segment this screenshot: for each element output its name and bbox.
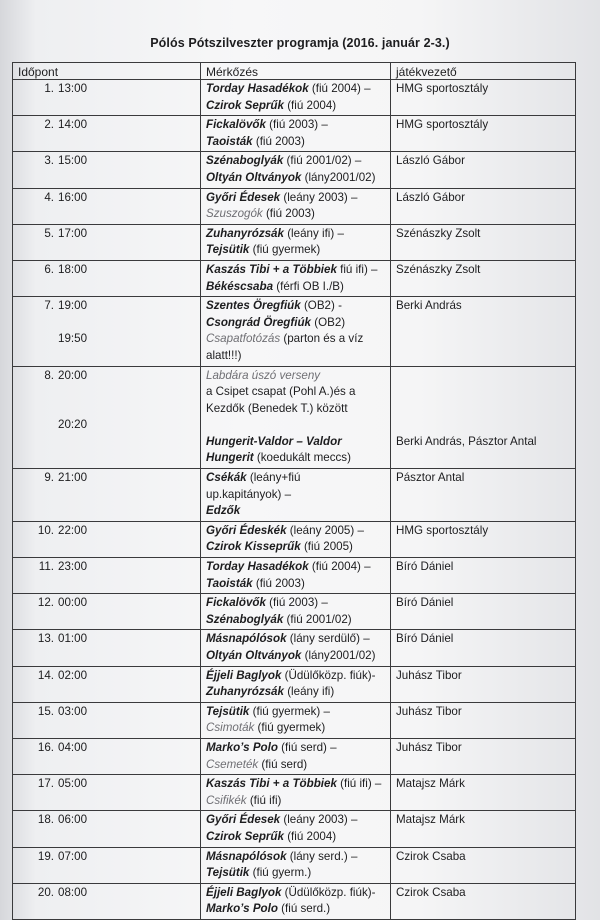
team-b-detail: (leány ifi) — [283, 685, 335, 699]
team-b-detail: (fiú ifi) — [246, 793, 282, 807]
referee-cell: Juhász Tibor — [391, 666, 576, 702]
referee-cell: Juhász Tibor — [391, 702, 576, 738]
team-b-detail: (fiú 2004) — [283, 98, 337, 112]
match-cell — [201, 594, 391, 630]
match-cell — [201, 469, 391, 522]
match-cell — [201, 260, 391, 296]
row-time: 05:00 — [58, 777, 88, 791]
referee-cell: Pásztor Antal — [391, 469, 576, 522]
match-cell — [201, 188, 391, 224]
referee-cell: Juhász Tibor — [391, 738, 576, 774]
team-a-detail: (Üdülőközp. fiúk)- — [281, 885, 376, 899]
match-cell — [201, 811, 391, 847]
event-detail: (parton és a víz — [280, 332, 364, 346]
team-b-detail: (OB2) — [311, 315, 346, 329]
table-row — [13, 738, 576, 774]
team-a: Másnapólósok — [206, 849, 287, 863]
row-time: 08:00 — [58, 885, 88, 899]
team-b-detail: (fiú 2003) — [262, 207, 315, 221]
table-row — [13, 80, 576, 116]
header-time: Időpont — [13, 63, 201, 80]
row-number: 8. — [44, 368, 54, 382]
time-cell — [13, 260, 201, 296]
team-b: Hungerit — [206, 451, 254, 465]
table-row — [13, 188, 576, 224]
team-a: Fickalövők — [206, 596, 266, 610]
row-number: 10. — [37, 523, 54, 537]
team-a: Győri Édesek — [206, 190, 281, 204]
row-number: 5. — [44, 226, 54, 240]
team-a-detail: (leány 2003) – — [280, 813, 358, 827]
row-number: 13. — [37, 632, 54, 646]
team-a: Éjjeli Baglyok — [206, 885, 282, 899]
row-number: 11. — [38, 560, 54, 574]
team-a-detail: (OB2) - — [300, 299, 342, 313]
header-row — [13, 63, 576, 80]
team-b: Csimoták — [206, 721, 255, 735]
team-b-detail: (fiú 2003) — [252, 576, 305, 590]
match-cell — [201, 702, 391, 738]
team-b: Czirok Kisseprűk — [206, 540, 301, 554]
team-a-detail: (fiú serd) – — [277, 740, 337, 754]
referee-cell: Bíró Dániel — [391, 558, 576, 594]
team-a: Kaszás Tibi + a Többiek — [206, 262, 337, 276]
team-a: Zuhanyrózsák — [206, 226, 284, 240]
team-b: Marko’s Polo — [206, 902, 278, 916]
match-cell — [201, 775, 391, 811]
team-b: Tejsütik — [206, 866, 250, 880]
row-number: 15. — [37, 704, 54, 718]
match-cell — [201, 558, 391, 594]
referee-cell — [391, 366, 576, 469]
team-b: Szénaboglyák — [206, 612, 284, 626]
table-row — [13, 469, 576, 522]
match-cell — [201, 297, 391, 366]
referee-name: Berki András, Pásztor Antal — [396, 434, 537, 448]
event-name: Labdára úszó verseny — [206, 368, 321, 382]
page-title: Pólós Pótszilveszter programja (2016. január 2-3.) — [150, 36, 450, 50]
row-time: 19:00 — [58, 299, 88, 313]
team-a: Szénaboglyák — [206, 154, 284, 168]
match-cell — [201, 152, 391, 188]
time-cell — [13, 558, 201, 594]
match-cell — [201, 738, 391, 774]
row-number: 4. — [44, 190, 54, 204]
team-b-detail: (fiú gyerm.) — [249, 866, 312, 880]
table-row — [13, 521, 576, 557]
referee-cell: László Gábor — [391, 188, 576, 224]
table-row — [13, 116, 576, 152]
time-cell — [13, 847, 201, 883]
row-number: 16. — [37, 740, 54, 754]
referee-cell: Matajsz Márk — [391, 811, 576, 847]
row-time: 17:00 — [58, 226, 88, 240]
referee-cell: László Gábor — [391, 152, 576, 188]
team-a-detail: (fiú 2004) – — [308, 82, 371, 95]
time-cell — [13, 666, 201, 702]
header-referee: játékvezető — [391, 63, 576, 80]
team-b: Szuszogók — [206, 207, 263, 221]
table-row — [13, 630, 576, 666]
team-a-detail: (fiú ifi) – — [336, 777, 382, 791]
row-time: 04:00 — [58, 740, 88, 754]
match-cell — [201, 224, 391, 260]
team-a-detail: (lány serdülő) – — [286, 632, 370, 646]
time-cell — [13, 630, 201, 666]
match-cell — [201, 883, 391, 919]
team-b: Taoisták — [206, 134, 253, 148]
team-b: Tejsütik — [206, 243, 250, 257]
match-cell — [201, 366, 391, 469]
team-a: Csékák — [206, 471, 247, 485]
team-b-detail: (fiú serd.) — [277, 902, 331, 916]
referee-cell: Matajsz Márk — [391, 775, 576, 811]
table-row — [13, 297, 576, 366]
team-a: Torday Hasadékok — [206, 82, 309, 95]
row-time: 00:00 — [58, 596, 88, 610]
match-cell — [201, 630, 391, 666]
table-row — [13, 366, 576, 469]
row-time: 15:00 — [58, 154, 88, 168]
team-b: Zuhanyrózsák — [206, 685, 284, 699]
row-time: 16:00 — [58, 190, 88, 204]
referee-cell: Berki András — [391, 297, 576, 366]
team-a-detail: (Üdülőközp. fiúk)- — [281, 668, 376, 682]
referee-cell: HMG sportosztály — [391, 521, 576, 557]
header-match: Mérkőzés — [201, 63, 391, 80]
table-row — [13, 883, 576, 919]
table-row — [13, 666, 576, 702]
row-number: 3. — [44, 154, 54, 168]
team-b-detail: (lány2001/02) — [301, 170, 376, 184]
referee-cell: Szénászky Zsolt — [391, 260, 576, 296]
team-b: Csemeték — [206, 757, 259, 771]
row-time-2: 20:20 — [58, 418, 88, 432]
team-b: Csongrád Öregfiúk — [206, 315, 312, 329]
table-row — [13, 594, 576, 630]
time-cell — [13, 469, 201, 522]
match-cell — [201, 666, 391, 702]
team-a-detail: (fiú 2003) – — [265, 118, 328, 132]
team-a-detail: (leány ifi) – — [283, 226, 344, 240]
team-a: Győri Édeskék — [206, 523, 287, 537]
team-b: Taoisták — [206, 576, 253, 590]
team-b-detail: (fiú 2003) — [252, 134, 305, 148]
referee-cell: Czirok Csaba — [391, 847, 576, 883]
row-time-2: 19:50 — [58, 332, 88, 346]
row-number: 7. — [44, 299, 54, 313]
table-row — [13, 847, 576, 883]
team-a: Másnapólósok — [206, 632, 287, 646]
time-cell — [13, 80, 201, 116]
table-row — [13, 702, 576, 738]
match-cell — [201, 521, 391, 557]
row-number: 19. — [37, 849, 54, 863]
row-time: 21:00 — [58, 471, 88, 485]
team-a-detail: fiú ifi) – — [336, 262, 378, 276]
time-cell — [13, 152, 201, 188]
team-a-detail: (leány 2003) – — [280, 190, 358, 204]
referee-cell: Szénászky Zsolt — [391, 224, 576, 260]
row-number: 20. — [37, 885, 54, 899]
team-b-detail: (fiú 2005) — [300, 540, 353, 554]
schedule-table — [12, 62, 576, 920]
team-b-detail: (fiú gyermek) — [254, 721, 326, 735]
event-detail-2: Kezdők (Benedek T.) között — [206, 401, 348, 415]
team-a: Marko’s Polo — [206, 740, 278, 754]
team-a-detail: (fiú 2003) – — [265, 596, 328, 610]
team-b-detail: (fiú 2004) — [283, 829, 337, 843]
team-a-detail: (leány 2005) – — [286, 523, 364, 537]
row-number: 17. — [37, 777, 54, 791]
team-a: Tejsütik — [206, 704, 250, 718]
team-b-detail: (férfi OB I./B) — [273, 279, 344, 293]
team-b: Oltyán Oltványok — [206, 170, 302, 184]
team-a: Kaszás Tibi + a Többiek — [206, 777, 337, 791]
time-cell — [13, 116, 201, 152]
row-time: 06:00 — [58, 813, 88, 827]
row-time: 02:00 — [58, 668, 88, 682]
row-time: 14:00 — [58, 118, 88, 132]
team-a: Fickalövők — [206, 118, 266, 132]
table-row — [13, 775, 576, 811]
row-time: 07:00 — [58, 849, 88, 863]
team-b: Edzők — [206, 504, 241, 518]
row-time: 20:00 — [58, 368, 88, 382]
team-b-detail: (fiú 2001/02) — [283, 612, 352, 626]
team-a-detail: (leány+fiú — [246, 471, 301, 485]
team-b-detail: (fiú serd) — [258, 757, 308, 771]
row-number: 1. — [44, 82, 54, 95]
time-cell — [13, 738, 201, 774]
team-a-detail: (fiú gyermek) – — [249, 704, 330, 718]
team-a-detail-2: up.kapitányok) – — [206, 487, 292, 501]
match-cell — [201, 116, 391, 152]
time-cell — [13, 811, 201, 847]
row-time: 18:00 — [58, 262, 88, 276]
table-row — [13, 558, 576, 594]
team-a: Torday Hasadékok — [206, 560, 309, 574]
row-number: 9. — [44, 471, 54, 485]
time-cell — [13, 521, 201, 557]
team-b: Czirok Seprűk — [206, 829, 284, 843]
time-cell — [13, 366, 201, 469]
team-a-detail: (fiú 2001/02) – — [283, 154, 362, 168]
time-cell — [13, 702, 201, 738]
row-time: 13:00 — [58, 82, 88, 95]
row-number: 6. — [44, 262, 54, 276]
table-row — [13, 152, 576, 188]
row-number: 18. — [37, 813, 54, 827]
referee-cell: HMG sportosztály — [391, 80, 576, 116]
event-detail: a Csipet csapat (Pohl A.)és a — [206, 385, 356, 399]
team-a: Hungerit-Valdor – Valdor — [206, 434, 342, 448]
team-b-detail: (koedukált meccs) — [253, 451, 351, 465]
referee-cell: HMG sportosztály — [391, 116, 576, 152]
match-cell — [201, 80, 391, 116]
team-a: Éjjeli Baglyok — [206, 668, 282, 682]
time-cell — [13, 224, 201, 260]
time-cell — [13, 775, 201, 811]
team-a: Győri Édesek — [206, 813, 281, 827]
event-detail-2: alatt!!!) — [206, 348, 242, 362]
event-name: Csapatfotózás — [206, 332, 281, 346]
team-b: Czirok Seprűk — [206, 98, 284, 112]
time-cell — [13, 883, 201, 919]
referee-cell: Czirok Csaba — [391, 883, 576, 919]
referee-cell: Bíró Dániel — [391, 630, 576, 666]
team-b-detail: (fiú gyermek) — [249, 243, 321, 257]
team-a: Szentes Öregfiúk — [206, 299, 301, 313]
table-row — [13, 224, 576, 260]
referee-cell: Bíró Dániel — [391, 594, 576, 630]
row-number: 12. — [37, 596, 54, 610]
row-time: 03:00 — [58, 704, 88, 718]
time-cell — [13, 297, 201, 366]
table-row — [13, 811, 576, 847]
row-time: 22:00 — [58, 523, 88, 537]
time-cell — [13, 188, 201, 224]
row-time: 23:00 — [58, 560, 88, 574]
row-number: 2. — [44, 118, 54, 132]
team-a-detail: (lány serd.) – — [286, 849, 358, 863]
row-number: 14. — [37, 668, 54, 682]
time-cell — [13, 594, 201, 630]
team-b: Csifikék — [206, 793, 247, 807]
match-cell — [201, 847, 391, 883]
table-row — [13, 260, 576, 296]
team-b-detail: (lány2001/02) — [301, 649, 376, 662]
team-b: Békéscsaba — [206, 279, 274, 293]
row-time: 01:00 — [58, 632, 88, 646]
team-b: Oltyán Oltványok — [206, 649, 302, 662]
team-a-detail: (fiú 2004) – — [308, 560, 371, 574]
